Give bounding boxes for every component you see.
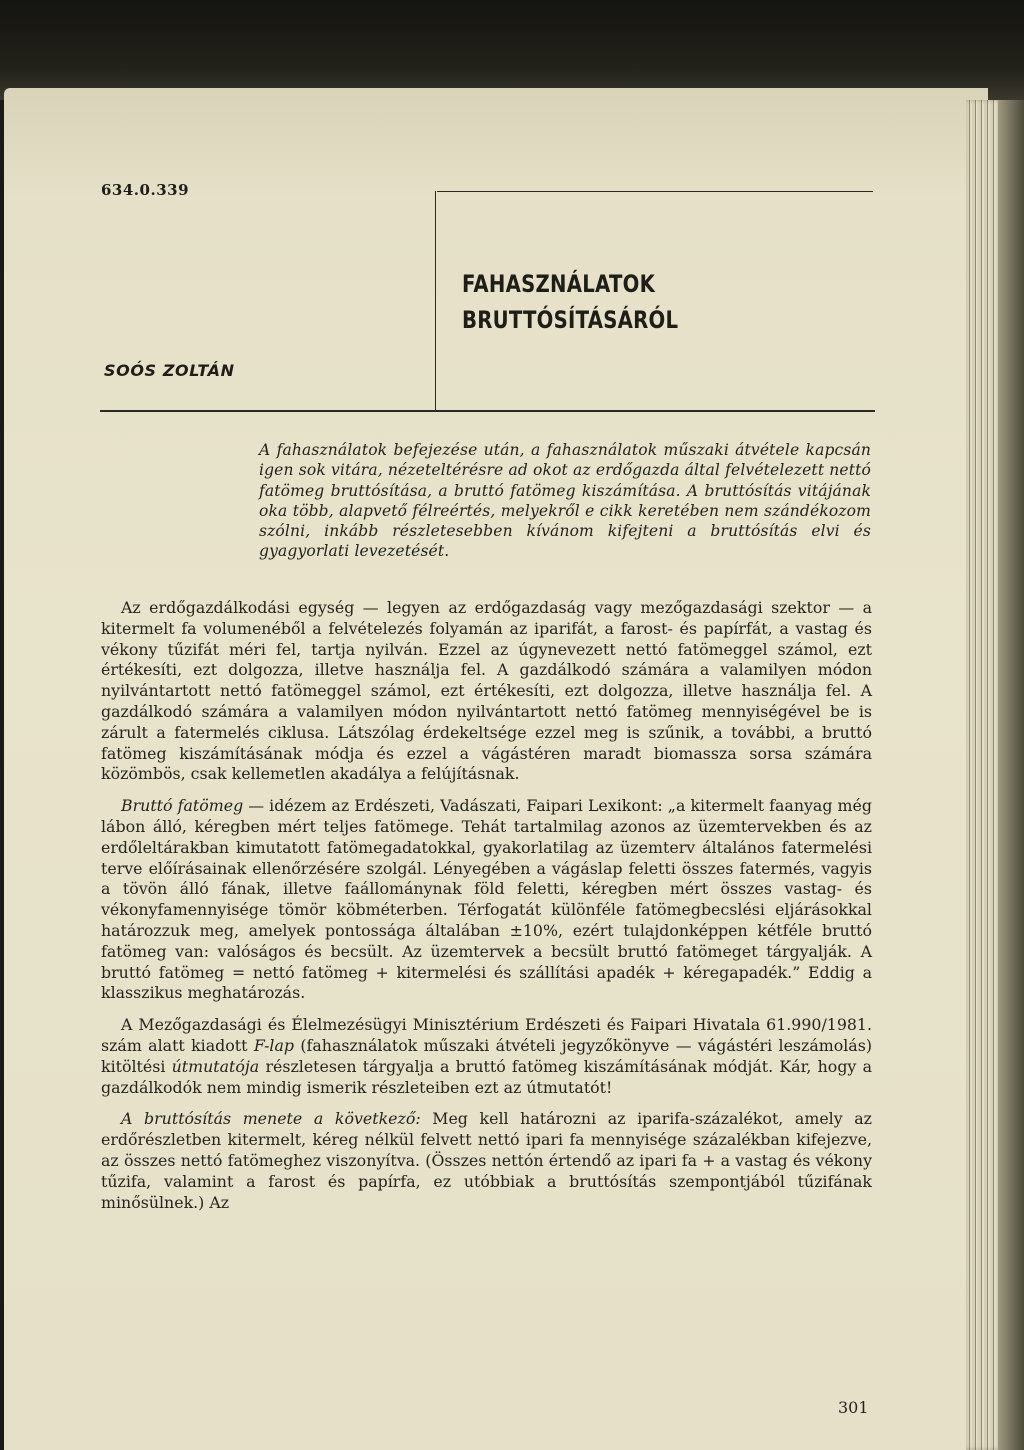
paragraph-3-italic1: F-lap (253, 1035, 294, 1055)
author-name: SOÓS ZOLTÁN (104, 361, 235, 380)
paragraph-3-part3: részletesen tárgyalja a bruttó fatömeg kiszámításának módját. Kár, hogy a gazdálkodók nem mindig ismerik részleteiben ezt az útmutatót! (101, 1056, 872, 1097)
catalog-number: 634.0.339 (101, 181, 190, 199)
title-line-1: FAHASZNÁLATOK (462, 270, 656, 298)
article-body (101, 598, 872, 1224)
paragraph-2 (101, 796, 872, 1004)
paragraph-3-italic2: útmutatója (171, 1056, 260, 1076)
paragraph-4 (101, 1109, 872, 1213)
page-number: 301 (838, 1398, 869, 1417)
paragraph-2-lead: Bruttó fatömeg (121, 796, 244, 816)
scan-border (0, 0, 1024, 100)
article-title (462, 266, 790, 338)
paragraph-3-part1: A Mezőgazdasági és Élelmezésügyi Minisztérium Erdészeti és Faipari Hivatala 61.990/1981. szám alatt kiadott (101, 1015, 872, 1055)
abstract: A fahasználatok befejezése után, a fahasználatok műszaki átvétele kapcsán igen sok vitára, nézeteltérésre ad okot az erdőgazda által felvételezett nettó fatömeg bruttósítása, a bruttó fatömeg kiszámítása. A bruttósítás vitájának oka több, alapvető félreértés, melyekről e cikk keretében nem szándékozom szólni, inkább részletesebben kívánom kifejteni a bruttósítás elvi és gyagyorlati levezetését. (259, 441, 871, 561)
paragraph-4-lead: A bruttósítás menete a következő: (121, 1109, 421, 1129)
title-box-left-rule (435, 191, 436, 410)
paragraph-3-part2: (fahasználatok műszaki átvételi jegyzőkönyve — vágástéri leszámolás) kitöltési (101, 1035, 872, 1076)
paragraph-4-text: Meg kell határozni az iparifa-százalékot, amely az erdőrészletben kitermelt, kéreg nélkül felvett nettó ipari fa mennyisége százalékban kifejezve, az összes nettó fatömeghez viszonyítva. (Összes nettón értendő az ipari fa + a vastag és vékony tűzifa, valamint a farost és papírfa, ez utóbbiak a bruttósítás szempontjából tűzifának minősülnek.) Az (101, 1109, 872, 1212)
paragraph-2-text: — idézem az Erdészeti, Vadászati, Faipari Lexikont: „a kitermelt faanyag még lábon álló, kéregben mért teljes fatömege. Tehát tartalmilag azonos az üzemtervekben és az erdőleltárakban kimutatott fatömegadatokkal, gyakorlatilag az üzemterv általános fatermelési terve előírásainak ellenőrzésére szolgál. Lényegében a vágáslap feletti összes fatermés, vagyis a tövön álló fának, illetve faállománynak föld feletti, kéregben mért összes vastag- és vékonyfamennyisége tömör köbméterben. Térfogatát különféle fatömegbecslési eljárásokkal határozzuk meg, amelyek pontossága általában ±10%, ezért tulajdonképpen kétféle bruttó fatömeg van: valóságos és becsült. Az üzemtervek a becsült bruttó fatömeget tárgyalják. A bruttó fatömeg = nettó fatömeg + kitermelési és szállítási apadék + kéregapadék.” Eddig a klasszikus meghatározás. (101, 796, 872, 1003)
paragraph-3 (101, 1015, 872, 1098)
paragraph-1: Az erdőgazdálkodási egység — legyen az erdőgazdaság vagy mezőgazdasági szektor — a kitermelt fa volumenéből a felvételezés folyamán az iparifát, a farost- és papírfát, a vastag és vékony tűzifát méri fel, tartja nyilván. Ezzel az úgynevezett nettó fatömeggel számol, ezt értékesíti, ezt dolgozza, illetve használja fel. A gazdálkodó számára a valamilyen módon nyilvántartott nettó fatömeggel számol, ezt értékesíti, ezt dolgozza, illetve használja fel. A gazdálkodó számára a valamilyen módon nyilvántartott nettó fatömeg mennyiségével be is zárult a fatermelés ciklusa. Látszólag érdekeltsége ezzel meg is szűnik, a további, a bruttó fatömeg kiszámításának módja és ezzel a vágástéren maradt biomassza sorsa számára közömbös, csak kellemetlen akadálya a felújításnak. (101, 598, 872, 784)
page-edges (966, 100, 1024, 1450)
header-bottom-rule (100, 410, 875, 412)
title-line-2: BRUTTÓSÍTÁSÁRÓL (462, 306, 679, 334)
title-box-top-rule (437, 191, 873, 192)
